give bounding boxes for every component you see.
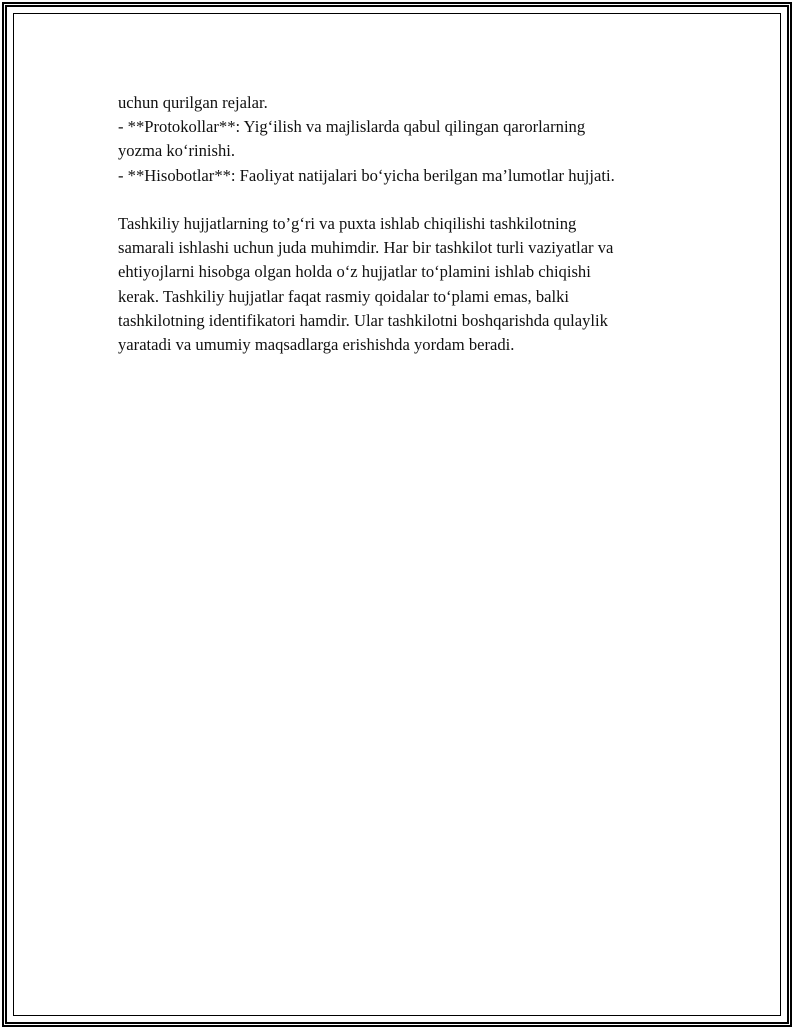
paragraph-line: samarali ishlashi uchun juda muhimdir. Har bir tashkilot turli vaziyatlar va: [118, 238, 614, 258]
text-line: yozma ko‘rinishi.: [118, 141, 236, 161]
paragraph-gap: [118, 188, 698, 212]
paragraph-line: tashkilotning identifikatori hamdir. Ular tashkilotni boshqarishda qulaylik: [118, 310, 608, 330]
paragraph-line: yaratadi va umumiy maqsadlarga erishishda yordam beradi.: [118, 335, 515, 355]
paragraph-line: ehtiyojlarni hisobga olgan holda o‘z hujjatlar to‘plamini ishlab chiqishi: [118, 262, 591, 282]
paragraph-line: Tashkiliy hujjatlarning to’g‘ri va puxta ishlab chiqilishi tashkilotning: [118, 214, 577, 233]
text-line: uchun qurilgan rejalar.: [118, 93, 268, 112]
paragraph-line: kerak. Tashkiliy hujjatlar faqat rasmiy qoidalar to‘plami emas, balki: [118, 286, 570, 306]
list-item-protokollar: - **Protokollar**: Yig‘ilish va majlislarda qabul qilingan qarorlarning: [118, 117, 586, 137]
document-body: [118, 91, 698, 357]
list-item-hisobotlar: - **Hisobotlar**: Faoliyat natijalari bo‘yicha berilgan ma’lumotlar hujjati.: [118, 165, 615, 185]
